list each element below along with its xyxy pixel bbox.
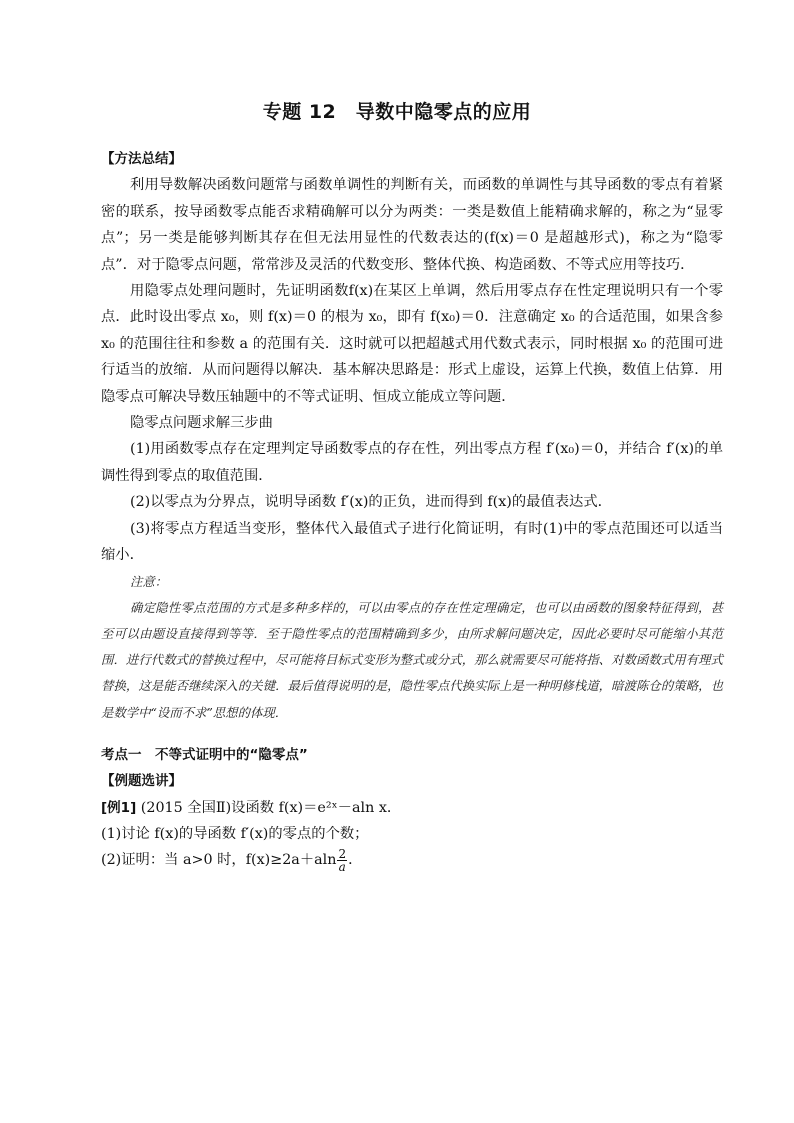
step-2: (2)以零点为分界点，说明导函数 f′(x)的正负，进而得到 f(x)的最值表达式．	[130, 494, 612, 511]
method-heading: 【方法总结】	[101, 151, 182, 167]
note-text: 确定隐性零点范围的方式是多种多样的，可以由零点的存在性定理确定，也可以由函数的图象特征得到，甚至可以由题设直接得到等等．至于隐性零点的范围精确到多少，由所求解问题决定，因此必要时尽可能缩小其范围．进行代数式的替换过程中，尽可能将目标式变形为整式或分式，那么就需要尽可能将指、对数函数式用有理式替换，这是能否继续深入的关键．最后值得说明的是，隐性零点代换实际上是一种明修栈道，暗渡陈仓的策略，也是数学中“设而不求”思想的体现．	[101, 599, 723, 720]
steps-heading: 隐零点问题求解三步曲	[130, 415, 273, 432]
fraction	[337, 848, 347, 873]
example-1	[101, 795, 723, 821]
section-heading: 考点一 不等式证明中的“隐零点”	[101, 746, 308, 763]
example-subheading: 【例题选讲】	[101, 773, 182, 790]
step-1: (1)用函数零点存在定理判定导函数零点的存在性，列出零点方程 f′(x₀)＝0，并结合 f′(x)的单调性得到零点的取值范围．	[101, 441, 723, 484]
method-paragraph-1: 利用导数解决函数问题常与函数单调性的判断有关，而函数的单调性与其导函数的零点有着紧密的联系，按导函数零点能否求精确解可以分为两类：一类是数值上能精确求解的，称之为“显零点”；另一类是能够判断其存在但无法用显性的代数表达的(f(x)＝0 是超越形式)，称之为“隐零点”．对于隐零点问题，常常涉及灵活的代数变形、整体代换、构造函数、不等式应用等技巧．	[101, 177, 723, 273]
example-label: [例1]	[101, 799, 137, 816]
step-3: (3)将零点方程适当变形，整体代入最值式子进行化简证明，有时(1)中的零点范围还可以适当缩小．	[101, 520, 723, 564]
question-2-text: (2)证明：当 a>0 时，f(x)≥2a＋aln	[101, 852, 337, 869]
question-1: (1)讨论 f(x)的导函数 f′(x)的零点的个数；	[101, 825, 369, 842]
question-2-end: ．	[348, 852, 363, 869]
page-title: 专题 12 导数中隐零点的应用	[262, 101, 532, 123]
method-paragraph-2: 用隐零点处理问题时，先证明函数f(x)在某区上单调，然后用零点存在性定理说明只有一个零点．此时设出零点 x₀，则 f(x)＝0 的根为 x₀，即有 f(x₀)＝0．注意确定 x₀ 的合适范围，如果含参 x₀ 的范围往往和参数 a 的范围有关．这时就可以把超越式用代数式表示，同时根据 x₀ 的范围可进行适当的放缩．从而问题得以解决．基本解决思路是：形式上虚设，运算上代换，数值上估算．用隐零点可解决导数压轴题中的不等式证明、恒成立能成立等问题．	[101, 283, 723, 405]
fraction-denominator: a	[338, 859, 346, 874]
fraction-numerator: 2	[338, 846, 347, 861]
question-2	[101, 847, 723, 873]
content	[101, 146, 723, 874]
note-label: 注意：	[130, 573, 168, 589]
example-text: (2015 全国Ⅱ)设函数 f(x)＝e²ˣ－aln x．	[140, 799, 402, 816]
